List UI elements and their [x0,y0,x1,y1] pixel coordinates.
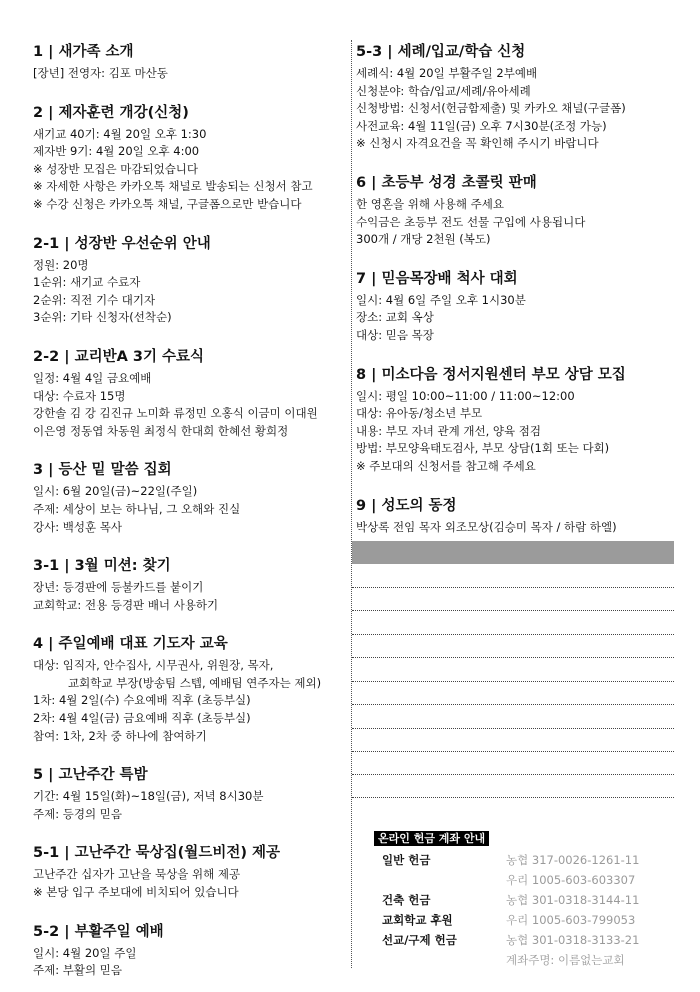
section-title: 5-3 | 세례/입교/학습 신청 [356,44,526,60]
section-line: 주제: 부활의 믿음 [33,963,122,978]
section-line: 3순위: 기타 신청자(선착순) [33,310,172,325]
section-line: 주제: 세상이 보는 하나님, 그 오해와 진실 [33,501,241,516]
account-number[interactable]: 농협 301-0318-3144-11 [506,893,640,907]
section-title: 1 | 새가족 소개 [33,44,134,60]
section-line: 일시: 평일 10:00~11:00 / 11:00~12:00 [356,388,575,403]
section-line: ※ 수강 신청은 카카오톡 채널, 구글폼으로만 받습니다 [33,196,302,211]
section-title: 9 | 성도의 동정 [356,497,457,514]
memo-line [352,587,674,588]
section-line: 일시: 4월 20일 주일 [33,945,137,960]
section-line: 교회학교: 전용 등경판 배너 사용하기 [33,597,219,612]
section-line: 새기교 40기: 4월 20일 오후 1:30 [33,126,207,141]
left-column [33,42,353,992]
section-line: 장소: 교회 옥상 [356,310,434,325]
account-number[interactable]: 우리 1005-603-799053 [506,913,636,927]
section-line: [장년] 전영자: 김포 마산동 [33,66,168,80]
section-line: 일정: 4월 4일 금요예배 [33,370,152,385]
section-member-news [356,496,674,537]
section-line: 신청분야: 학습/입교/세례/유아세례 [356,83,531,98]
section-line: 신청방법: 신청서(헌금함제출) 및 카카오 채널(구글폼) [356,101,626,116]
section-title: 8 | 미소다음 정서지원센터 부모 상담 모집 [356,366,626,383]
section-title: 5-2 | 부활주일 예배 [33,923,164,940]
section-line: 내용: 부모 자녀 관계 개선, 양육 점검 [356,423,541,438]
account-label: 건축 헌금 [382,893,431,907]
memo-line [352,681,674,682]
section-title: 2-2 | 교리반A 3기 수료식 [33,348,205,365]
section-line: 대상: 믿음 목장 [356,327,434,342]
account-label: 선교/구제 헌금 [382,933,457,947]
section-line: 한 영혼을 위해 사용해 주세요 [356,196,504,211]
section-title: 6 | 초등부 성경 초콜릿 판매 [356,174,537,191]
section-passion-week [33,765,353,823]
section-line: 2순위: 직전 기수 대기자 [33,292,156,307]
account-label: 교회학교 후원 [382,913,453,927]
section-line: 기간: 4월 15일(화)~18일(금), 저녁 8시30분 [33,789,264,804]
section-title: 5 | 고난주간 특밤 [33,767,148,784]
offering-accounts-box [352,820,674,968]
section-line: ※ 성장반 모집은 마감되었습니다 [33,161,199,176]
section-line: 대상: 유아동/청소년 부모 [356,406,483,421]
section-discipleship [33,103,353,214]
section-line: 1순위: 새기교 수료자 [33,275,141,290]
section-line: 대상: 수료자 15명 [33,388,126,403]
accounts-title: 온라인 헌금 계좌 안내 [374,831,489,846]
section-title: 2 | 제자훈련 개강(신청) [33,104,189,121]
memo-line [352,751,674,752]
section-prayer-leader-training [33,634,353,745]
section-line: 대상: 임직자, 안수집사, 시무권사, 위원장, 목자, [33,658,274,673]
account-number[interactable]: 농협 317-0026-1261-11 [506,853,640,867]
section-line: 강사: 백성훈 목사 [33,519,122,534]
section-title: 2-1 | 성장반 우선순위 안내 [33,235,211,252]
section-line: 2차: 4월 4일(금) 금요예배 직후 (초등부실) [33,711,251,726]
account-number[interactable]: 농협 301-0318-3133-21 [506,933,640,947]
section-line: ※ 자세한 사항은 카카오톡 채널로 발송되는 신청서 참고 [33,179,313,194]
section-line: ※ 본당 입구 주보대에 비치되어 있습니다 [33,885,239,900]
section-title: 5-1 | 고난주간 묵상집(월드비전) 제공 [33,845,281,862]
section-line: 수익금은 초등부 전도 선물 구입에 사용됩니다 [356,214,586,229]
memo-line [352,657,674,658]
section-yut-contest [356,269,674,345]
section-doctrine-graduation [33,347,353,440]
section-line: 주제: 등경의 믿음 [33,806,122,821]
section-line: 제자반 9기: 4월 20일 오후 4:00 [33,144,200,159]
section-line: 1차: 4월 2일(수) 수요예배 직후 (초등부실) [33,693,251,708]
section-line: 장년: 등경판에 등불카드를 붙이기 [33,580,204,595]
section-parent-counseling [356,365,674,476]
memo-line [352,610,674,611]
section-line: 일시: 4월 6일 주일 오후 1시30분 [356,292,526,307]
memo-header-bar [352,541,674,564]
section-lamp-revival [33,460,353,536]
section-devotional-book [33,843,353,901]
section-baptism [356,42,674,153]
account-number[interactable]: 우리 1005-603-603307 [506,873,636,887]
section-line: 교회학교 부장(방송팀 스텝, 예배팀 연주자는 제외) [68,675,322,690]
section-line: 방법: 부모양육태도검사, 부모 상담(1회 또는 다회) [356,441,610,456]
memo-line [352,634,674,635]
section-title: 3 | 등산 밑 말씀 집회 [33,462,172,479]
section-title: 3-1 | 3월 미션: 찾기 [33,558,171,575]
section-line: 강한솔 김 강 김진규 노미화 류정민 오홍식 이금미 이대원 [33,406,318,421]
section-line: 이은영 정동엽 차동원 최정식 한대희 한혜선 황희정 [33,423,289,438]
section-line: ※ 신청시 자격요건을 꼭 확인해 주시기 바랍니다 [356,136,599,151]
memo-line [352,728,674,729]
account-label: 일반 헌금 [382,853,431,867]
section-line: 박상록 전임 목자 외조모상(김승미 목자 / 하람 하엘) [356,519,617,534]
section-line: ※ 주보대의 신청서를 참고해 주세요 [356,458,536,473]
section-chocolate-sale [356,173,674,249]
section-easter-service [33,922,353,980]
section-line: 정원: 20명 [33,257,89,272]
section-line: 고난주간 십자가 고난을 묵상을 위해 제공 [33,867,241,882]
section-title: 7 | 믿음목장배 척사 대회 [356,270,518,287]
section-line: 사전교육: 4월 11일(금) 오후 7시30분(조정 가능) [356,118,607,133]
section-march-mission [33,556,353,614]
section-line: 일시: 6월 20일(금)~22일(주일) [33,484,198,499]
section-line: 300개 / 개당 2천원 (복도) [356,232,491,247]
memo-line [352,797,674,798]
right-column [356,42,674,556]
account-holder-note: 계좌주명: 이름없는교회 [506,953,625,967]
section-title: 4 | 주일예배 대표 기도자 교육 [33,636,228,653]
section-line: 참여: 1차, 2차 중 하나에 참여하기 [33,728,207,743]
section-line: 세례식: 4월 20일 부활주일 2부예배 [356,66,538,80]
memo-line [352,774,674,775]
section-growth-priority [33,234,353,327]
memo-line [352,704,674,705]
section-new-family [33,42,353,83]
